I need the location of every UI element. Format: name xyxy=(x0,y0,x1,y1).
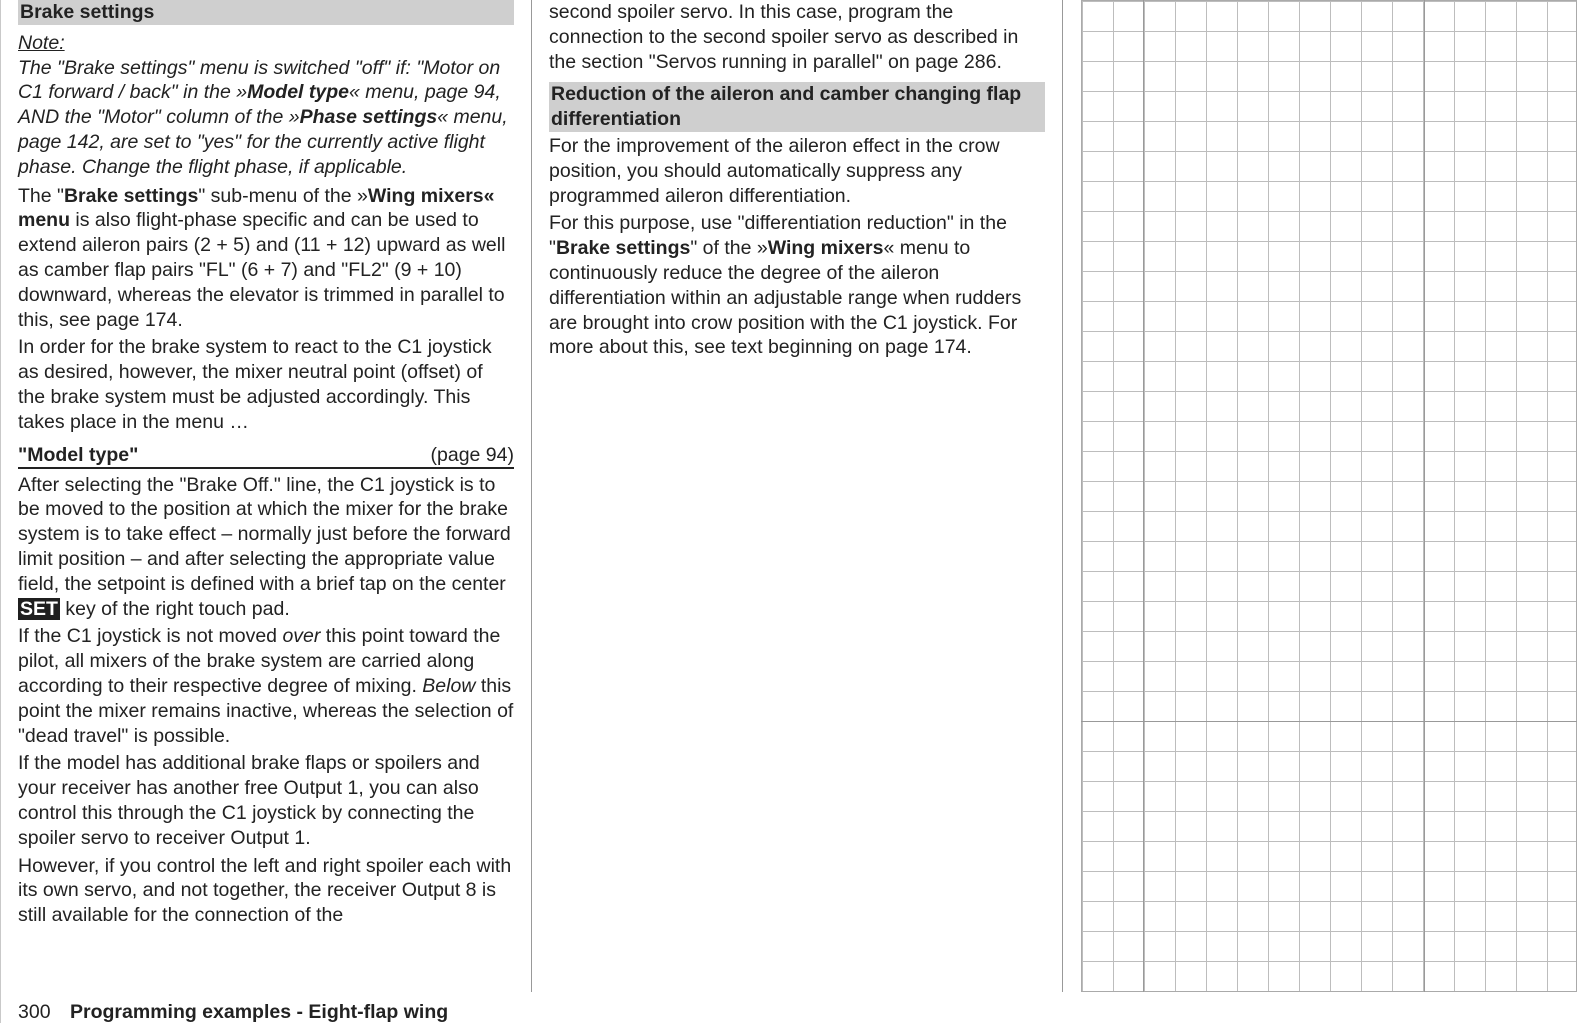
text-run: " sub-menu of the » xyxy=(198,184,368,207)
text-run: The " xyxy=(18,184,64,207)
text-run: key of the right touch pad. xyxy=(59,597,290,620)
bold-brake-settings: Brake settings xyxy=(555,237,691,260)
grid-emphasis-line xyxy=(1143,0,1144,992)
bold-wing-mixers: Wing mixers xyxy=(767,237,884,260)
column-divider xyxy=(1062,0,1063,992)
text-run: « menu to continuously reduce the degree of the aileron differentiation within an adjustable range when rudders are brought into crow position with the C1 joystick. For more about this, see text beginning on page 174. xyxy=(549,237,1022,359)
text-run: If the C1 joystick is not moved xyxy=(18,625,283,648)
footer-title: Programming examples - Eight-flap wing xyxy=(70,1001,449,1023)
paragraph-brake-off xyxy=(18,473,514,622)
text-run: For this purpose, use "differentiation reduction" in the " xyxy=(549,212,1007,260)
text-run: is also flight-phase specific and can be used to extend aileron pairs (2 + 5) and (11 + 12) upward as well as camber flap pairs "FL" (6 + 7) and "FL2" (9 + 10) downward, whereas the elevator is trimmed in parallel to this, see page 174. xyxy=(18,209,506,331)
bold-wing-mixers-menu: Wing mixers« menu xyxy=(18,184,495,232)
reduction-heading: Reduction of the aileron and camber changing flap differentiation xyxy=(549,82,1045,132)
menu-title: "Model type" xyxy=(18,443,139,466)
paragraph-differentiation-reduction xyxy=(549,211,1045,360)
note-text: « menu, page 94, AND the "Motor" column of the » xyxy=(18,81,501,129)
paragraph-second-spoiler: second spoiler servo. In this case, program the connection to the second spoiler servo as described in the section "Servos running in parallel" on page 286. xyxy=(549,1,1019,73)
note-text: The "Brake settings" menu is switched "off" if: "Motor on C1 forward / back" in the » xyxy=(18,56,501,104)
note-text: « menu, page 142, are set to "yes" for the currently active flight phase. Change the flight phase, if applicable. xyxy=(18,106,508,178)
text-run: " of the » xyxy=(690,237,768,260)
brake-settings-heading: Brake settings xyxy=(18,0,514,25)
paragraph-brake-submenu xyxy=(18,184,514,333)
grid-emphasis-line xyxy=(1424,0,1425,992)
paragraph-brake-system: In order for the brake system to react to the C1 joystick as desired, however, the mixer neutral point (offset) of the brake system must be adjusted accordingly. This takes place in the menu … xyxy=(18,336,492,433)
paragraph-additional-flaps: If the model has additional brake flaps or spoilers and your receiver has another free Output 1, you can also control this through the C1 joystick by connecting the spoiler servo to receiver Output 1. xyxy=(18,752,480,849)
italic-over: over xyxy=(282,625,321,648)
note-bold-model-type: Model type xyxy=(247,81,349,104)
page-number: 300 xyxy=(18,1001,51,1023)
grid-emphasis-line xyxy=(1081,721,1577,722)
page-footer xyxy=(18,1000,448,1024)
text-run: this point toward the pilot, all mixers of the brake system are carried along according to their respective degree of mixing. xyxy=(18,625,501,697)
notes-grid xyxy=(1081,0,1577,992)
paragraph-joystick-over xyxy=(18,624,514,748)
italic-below: Below xyxy=(422,674,476,697)
text-run: this point the mixer remains inactive, whereas the selection of "dead travel" is possible. xyxy=(18,674,514,747)
bold-brake-settings: Brake settings xyxy=(63,184,199,207)
middle-column xyxy=(549,0,1045,363)
column-divider xyxy=(531,0,532,992)
set-key-label: SET xyxy=(20,597,58,620)
note-label: Note: xyxy=(18,31,65,54)
note-bold-phase-settings: Phase settings xyxy=(299,106,438,129)
left-column xyxy=(18,0,514,931)
paragraph-crow-position: For the improvement of the aileron effect in the crow position, you should automatically suppress any programmed aileron differentiation. xyxy=(549,134,1000,207)
model-type-menu-heading xyxy=(18,443,514,469)
note-paragraph xyxy=(18,31,514,180)
paragraph-separate-servos: However, if you control the left and right spoiler each with its own servo, and not together, the receiver Output 8 is still available for the connection of the xyxy=(18,854,512,927)
text-run: After selecting the "Brake Off." line, the C1 joystick is to be moved to the position at which the mixer for the brake system is to take effect – normally just before the forward limit position – and after selecting the appropriate value field, the setpoint is defined with a brief tap on the center xyxy=(18,473,511,595)
menu-page-ref: (page 94) xyxy=(430,443,514,466)
